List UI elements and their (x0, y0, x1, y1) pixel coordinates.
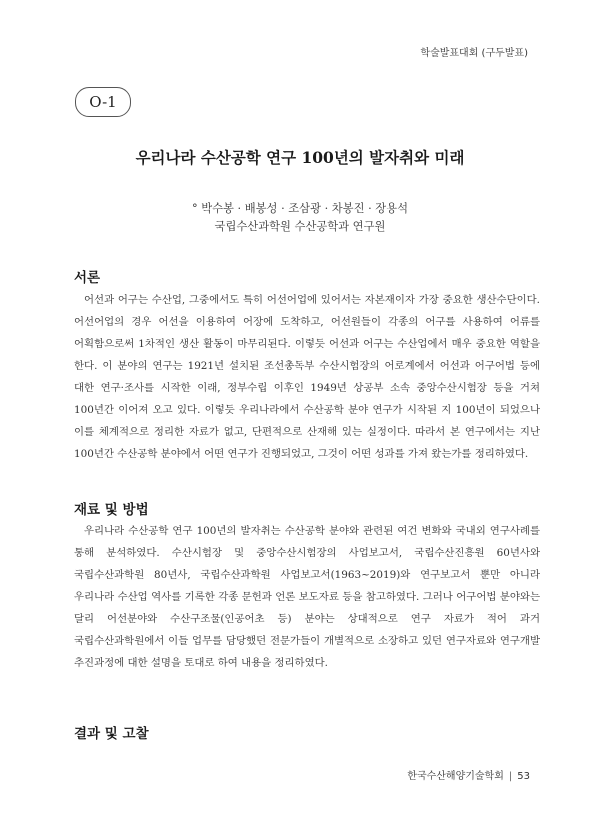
conference-section-label: 학술발표대회 (구두발표) (420, 48, 528, 59)
section-heading-methods: 재료 및 방법 (74, 502, 149, 518)
section-body-introduction: 어선과 어구는 수산업, 그중에서도 특히 어선어업에 있어서는 자본재이자 가장 중요한 생산수단이다. 어선어업의 경우 어선을 이용하여 어장에 도착하고, 어선원들이 각종의 어구를 사용하여 어류를 어획함으로써 1차적인 생산 활동이 마무리된다. 이렇듯 어선과 어구는 수산업에서 매우 중요한 역할을 한다. 이 분야의 연구는 1921년 설치된 조선총독부 수산시험장의 어로계에서 어선과 어구어법 등에 대한 연구·조사를 시작한 이래, 정부수립 이후인 1949년 상공부 소속 중앙수산시험장 등을 거쳐 100년간 이어져 오고 있다. 이렇듯 우리나라에서 수산공학 분야 연구가 시작된 지 100년이 되었으나 이를 체계적으로 정리한 자료가 없고, 단편적으로 산재해 있는 실정이다. 따라서 본 연구에서는 지난 100년간 수산공학 분야에서 어떤 연구가 진행되었고, 그것이 어떤 성과를 가져 왔는가를 정리하였다. (74, 294, 540, 460)
footer-divider: | (508, 771, 513, 782)
paper-title: 우리나라 수산공학 연구 100년의 발자취와 미래 (135, 148, 465, 167)
author-list: ° 박수봉 · 배봉성 · 조삼광 · 차봉진 · 장용석 (191, 202, 409, 215)
page-number: 53 (517, 771, 530, 782)
section-heading-introduction: 서론 (74, 270, 101, 286)
section-heading-results: 결과 및 고찰 (74, 726, 149, 742)
author-affiliation: 국립수산과학원 수산공학과 연구원 (214, 220, 386, 233)
journal-name: 한국수산해양기술학회 (407, 771, 504, 782)
page-footer (407, 767, 530, 782)
section-body-methods: 우리나라 수산공학 연구 100년의 발자취는 수산공학 분야와 관련된 여건 변화와 국내외 연구사례를 통해 분석하였다. 수산시험장 및 중앙수산시험장의 사업보고서, 국립수산진흥원 60년사와 국립수산과학원 80년사, 국립수산과학원 사업보고서(1963~2019)와 연구보고서 뿐만 아니라 우리나라 수산업 역사를 기록한 각종 문헌과 언론 보도자료 등을 참고하였다. 그러나 어구어법 분야와는 달리 어선분야와 수산구조물(인공어초 등) 분야는 상대적으로 연구 자료가 적어 과거 국립수산과학원에서 이들 업무를 담당했던 전문가들이 개별적으로 소장하고 있던 연구자료와 연구개발 추진과정에 대한 설명을 토대로 하여 내용을 정리하였다. (74, 525, 540, 669)
presentation-id-badge: O-1 (75, 87, 131, 117)
